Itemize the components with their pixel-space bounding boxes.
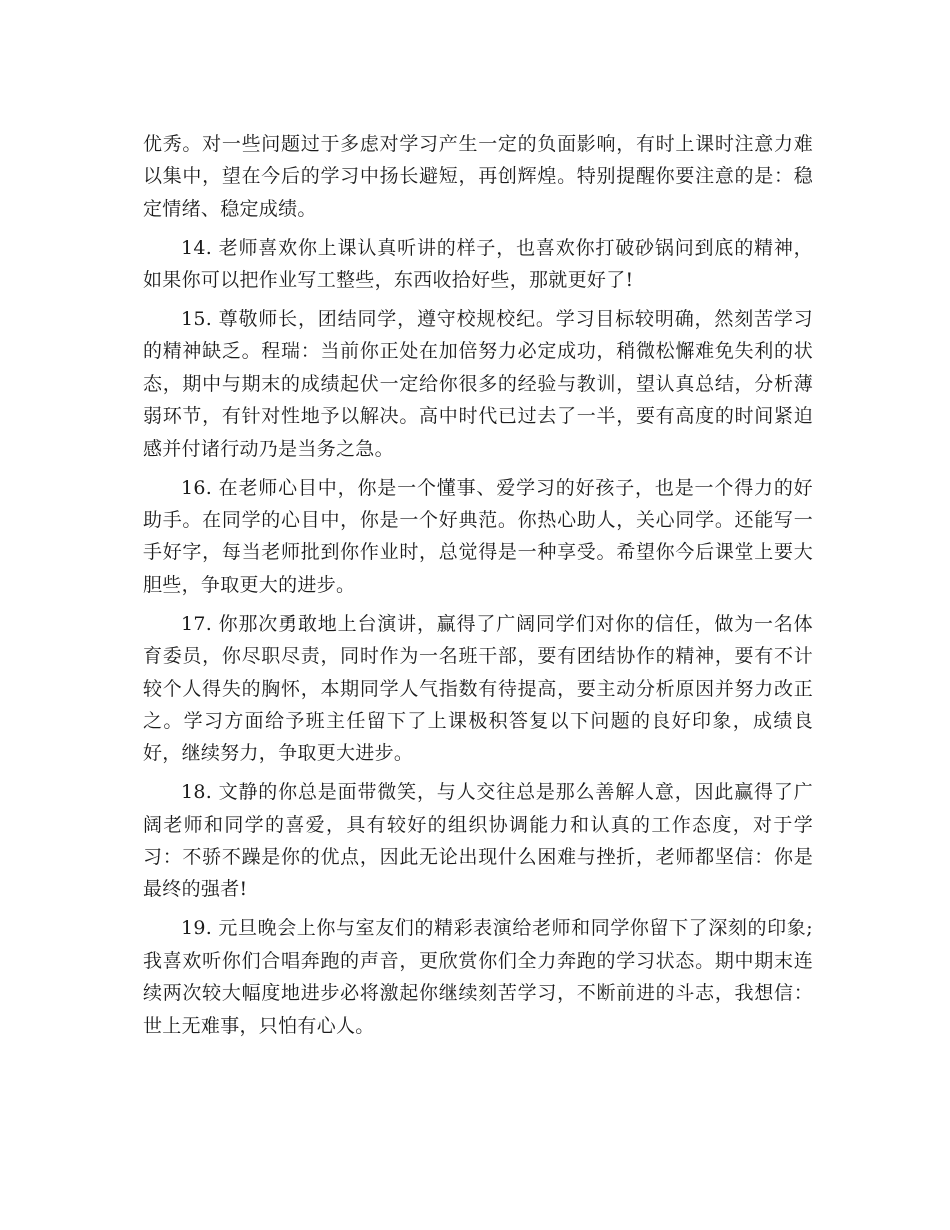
paragraph-text: 优秀。对一些问题过于多虑对学习产生一定的负面影响，有时上课时注意力难以集中，望在今后的学习中扬长避短，再创辉煌。特别提醒你要注意的是：稳定情绪、稳定成绩。 [143,133,813,220]
paragraph-18 [143,776,813,906]
paragraph-17 [143,608,813,770]
paragraph-19 [143,912,813,1042]
paragraph-15 [143,303,813,465]
paragraph-16 [143,472,813,602]
paragraph-number: 17. [181,612,213,635]
paragraph-number: 16. [181,476,213,499]
paragraph-text: 你那次勇敢地上台演讲，赢得了广阔同学们对你的信任，做为一名体育委员，你尽职尽责，同时作为一名班干部，要有团结协作的精神，要有不计较个人得失的胸怀，本期同学人气指数有待提高，要主动分析原因并努力改正之。学习方面给予班主任留下了上课极积答复以下问题的良好印象，成绩良好，继续努力，争取更大进步。 [143,612,813,765]
paragraph-14 [143,232,813,297]
paragraph-number: 15. [181,308,213,331]
paragraph-text: 文静的你总是面带微笑，与人交往总是那么善解人意，因此赢得了广阔老师和同学的喜爱，具有较好的组织协调能力和认真的工作态度，对于学习：不骄不躁是你的优点，因此无论出现什么困难与挫折，老师都坚信：你是最终的强者! [143,781,813,901]
paragraph-number: 14. [181,236,213,259]
paragraph-number: 19. [181,917,213,940]
document-body [143,128,813,1048]
paragraph-number: 18. [181,781,213,804]
paragraph-text: 尊敬师长，团结同学，遵守校规校纪。学习目标较明确，然刻苦学习的精神缺乏。程瑞：当前你正处在加倍努力必定成功，稍微松懈难免失利的状态，期中与期末的成绩起伏一定给你很多的经验与教训，望认真总结，分析薄弱环节，有针对性地予以解决。高中时代已过去了一半，要有高度的时间紧迫感并付诸行动乃是当务之急。 [143,308,813,460]
paragraph-text: 老师喜欢你上课认真听讲的样子，也喜欢你打破砂锅问到底的精神，如果你可以把作业写工整些，东西收拾好些，那就更好了! [143,236,813,292]
paragraph-continued [143,128,813,225]
paragraph-text: 元旦晚会上你与室友们的精彩表演给老师和同学你留下了深刻的印象;我喜欢听你们合唱奔跑的声音，更欣赏你们全力奔跑的学习状态。期中期末连续两次较大幅度地进步必将激起你继续刻苦学习，不断前进的斗志，我想信：世上无难事，只怕有心人。 [143,917,813,1037]
paragraph-text: 在老师心目中，你是一个懂事、爱学习的好孩子，也是一个得力的好助手。在同学的心目中，你是一个好典范。你热心助人，关心同学。还能写一手好字，每当老师批到你作业时，总觉得是一种享受。希望你今后课堂上要大胆些，争取更大的进步。 [143,476,813,596]
